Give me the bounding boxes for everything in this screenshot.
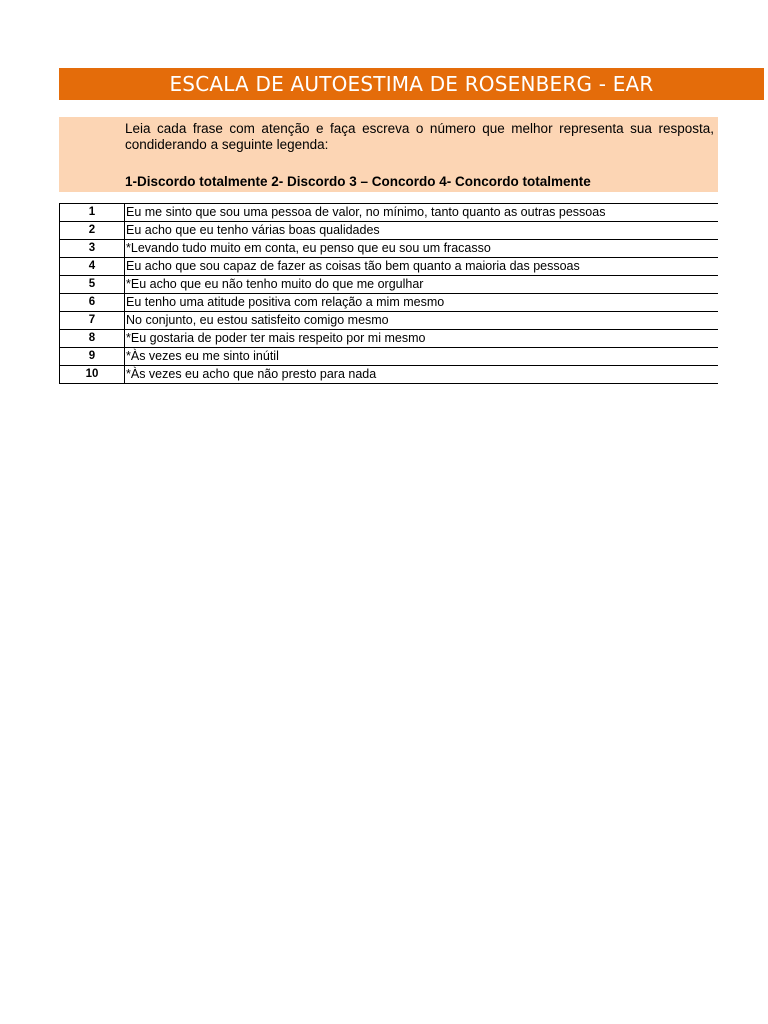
instructions-text: Leia cada frase com atenção e faça escreva o número que melhor representa sua resposta, condiderando a seguinte legenda: [125,121,714,152]
item-number: 3 [60,240,125,258]
table-row [60,240,719,258]
item-number: 6 [60,294,125,312]
instructions-box [59,117,718,192]
item-statement: *Eu gostaria de poder ter mais respeito por mi mesmo [125,330,719,348]
item-statement: *Às vezes eu me sinto inútil [125,348,719,366]
table-row [60,276,719,294]
questions-table [59,203,718,384]
item-statement: *Eu acho que eu não tenho muito do que me orgulhar [125,276,719,294]
item-number: 9 [60,348,125,366]
item-number: 1 [60,204,125,222]
item-statement: Eu me sinto que sou uma pessoa de valor, no mínimo, tanto quanto as outras pessoas [125,204,719,222]
item-statement: Eu acho que sou capaz de fazer as coisas tão bem quanto a maioria das pessoas [125,258,719,276]
item-statement: *Levando tudo muito em conta, eu penso que eu sou um fracasso [125,240,719,258]
table-row [60,312,719,330]
item-statement: No conjunto, eu estou satisfeito comigo mesmo [125,312,719,330]
item-statement: Eu tenho uma atitude positiva com relação a mim mesmo [125,294,719,312]
item-statement: *Às vezes eu acho que não presto para nada [125,366,719,384]
table-row [60,222,719,240]
table-row [60,348,719,366]
item-number: 2 [60,222,125,240]
item-number: 5 [60,276,125,294]
item-number: 7 [60,312,125,330]
table-row [60,204,719,222]
item-number: 4 [60,258,125,276]
answer-legend: 1-Discordo totalmente 2- Discordo 3 – Concordo 4- Concordo totalmente [125,174,591,189]
table-row [60,330,719,348]
page-title: ESCALA DE AUTOESTIMA DE ROSENBERG - EAR [59,68,764,100]
table-row [60,366,719,384]
table-row [60,294,719,312]
item-statement: Eu acho que eu tenho várias boas qualidades [125,222,719,240]
item-number: 10 [60,366,125,384]
item-number: 8 [60,330,125,348]
table-row [60,258,719,276]
